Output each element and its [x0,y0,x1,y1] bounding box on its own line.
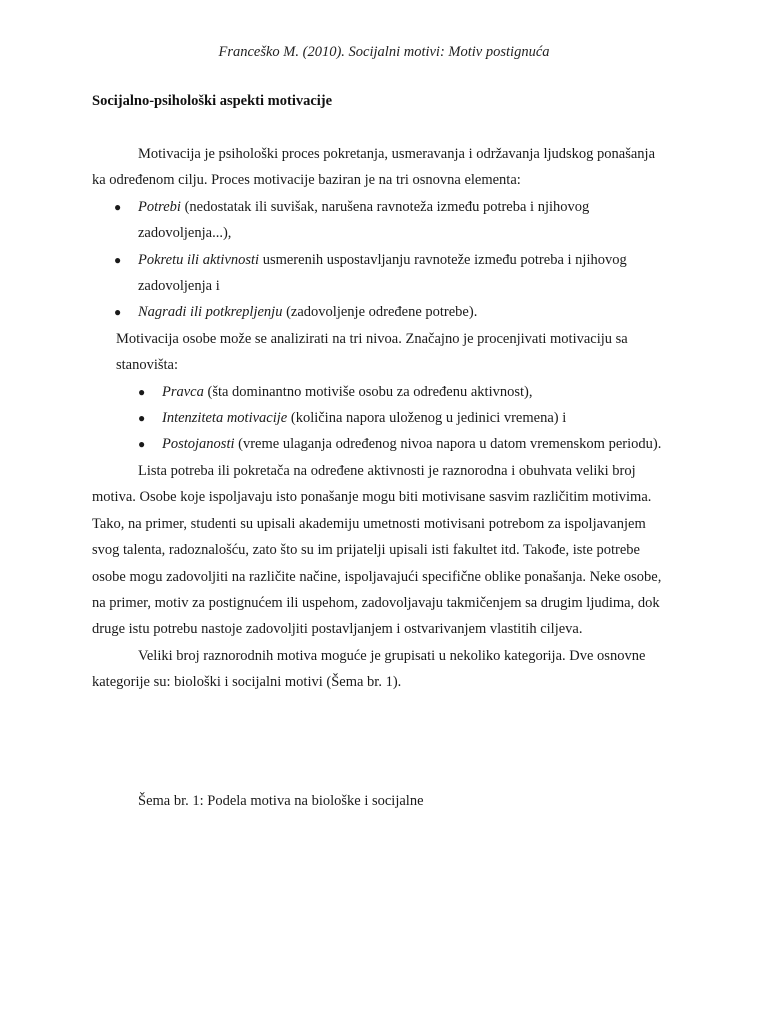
list-item-text: (šta dominantno motiviše osobu za određenu aktivnost), [203,383,533,400]
bullet-icon: ● [114,305,122,320]
bullet-icon: ● [138,411,146,426]
running-head: Franceško M. (2010). Socijalni motivi: Motiv postignuća [218,44,550,60]
list-item-term: Potrebi [138,198,181,215]
list-item-term: Nagradi ili potkrepljenju [138,304,283,321]
list-item-term: Postojanosti [162,436,235,453]
list-item [116,405,672,431]
bullet-icon: ● [138,384,146,399]
list-item [92,194,672,247]
bullet-icon: ● [114,199,122,214]
needs-paragraph: Lista potreba ili pokretača na određene aktivnosti je raznorodna i obuhvata veliki broj motiva. Osobe koje ispoljavaju isto ponašanje mogu biti motivisane sasvim različitim motivima. Tako, na primer, studenti su upisali akademiju umetnosti motivisani potrebom za ispoljavanjem svog talenta, radoznalošću, zato što su im prijatelji upisali isti fakultet itd. Takođe, iste potrebe osobe mogu zadovoljiti na različite načine, ispoljavajući specifične oblike ponašanja. Neke osobe, na primer, motiv za postignućem ili uspehom, zadovoljavaju takmičenjem sa drugim ljudima, dok druge istu potrebu nastoje zadovoljiti postavljanjem i ostvarivanjem vlastitih ciljeva. [92,462,662,638]
figure-caption: Šema br. 1: Podela motiva na biološke i socijalne [138,793,424,809]
list-item-text: (nedostatak ili suvišak, narušena ravnoteža između potreba i njihovog zadovoljenja...), [138,198,590,242]
list-item [116,379,672,405]
list-item-text: (količina napora uloženog u jedinici vremena) i [287,410,567,427]
list-item-text: (vreme ulaganja određenog nivoa napora u datom vremenskom periodu). [234,436,662,453]
list-item [92,247,672,300]
section-title: Socijalno-psihološki aspekti motivacije [92,93,333,109]
list-item-term: Pravca [162,383,204,400]
list-item [92,299,672,325]
categories-paragraph: Veliki broj raznorodnih motiva moguće je grupisati u nekoliko kategorija. Dve osnovne kategorije su: biološki i socijalni motivi (Šema br. 1). [92,647,646,691]
levels-paragraph: Motivacija osobe može se analizirati na tri nivoa. Značajno je procenjivati motivaciju sa stanovišta: [116,330,628,374]
bullet-icon: ● [138,437,146,452]
elements-list [92,194,672,326]
list-item-text: usmerenih uspostavljanju ravnoteže između potreba i njihovog zadovoljenja i [138,251,627,295]
bullet-icon: ● [114,252,122,267]
intro-paragraph: Motivacija je psihološki proces pokretanja, usmeravanja i održavanja ljudskog ponašanja ka određenom cilju. Proces motivacije baziran je na tri osnovna elementa: [92,146,656,189]
list-item [116,431,672,457]
body-text [92,141,672,696]
list-item-text: (zadovoljenje određene potrebe). [282,304,478,321]
viewpoints-list [92,379,672,458]
list-item-term: Pokretu ili aktivnosti [138,251,260,268]
list-item-term: Intenziteta motivacije [162,410,288,427]
